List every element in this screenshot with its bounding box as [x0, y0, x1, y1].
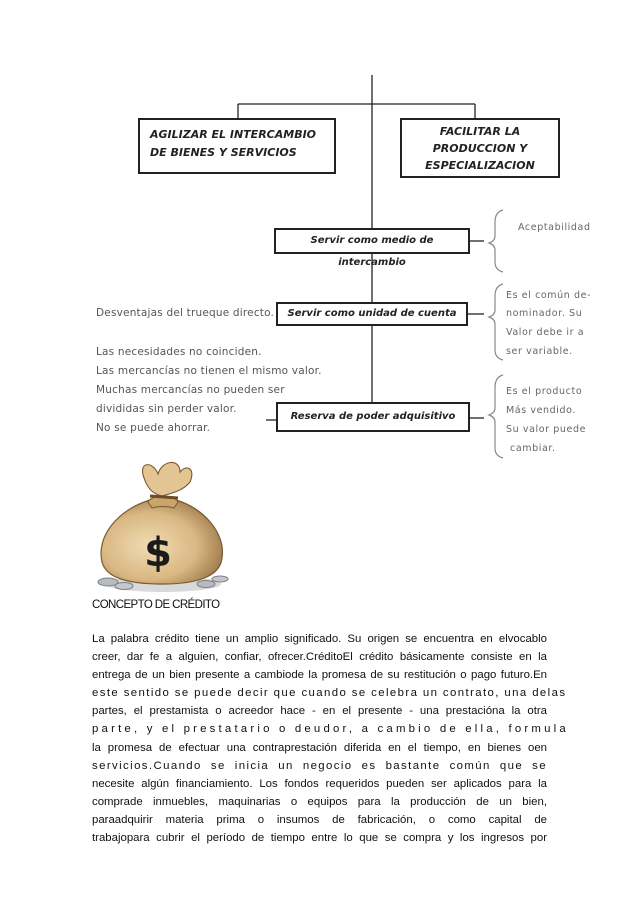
right-note: Su valor puede [506, 424, 587, 435]
section-body [92, 630, 569, 847]
right-note: Más vendido. [506, 405, 577, 416]
left-notes-item: Las mercancías no tienen el mismo valor. [96, 365, 322, 377]
right-note: Es el común de- [506, 290, 592, 301]
coin-icon [197, 581, 215, 588]
right-note: Es el producto [506, 386, 583, 397]
top-right-box-line-1: FACILITAR LA [439, 125, 521, 138]
body-line: trabajopara cubrir el período de tiempo entre lo que se compra y los ingresos por [92, 832, 547, 845]
left-notes-item: divididas sin perder valor. [96, 403, 237, 415]
right-note: Aceptabilidad [518, 222, 591, 233]
function-box-account [276, 302, 468, 326]
body-line: parte, y el prestatario o deudor, a cambio de ella, formula [92, 723, 569, 736]
dollar-sign-icon: $ [144, 530, 172, 576]
body-line: paraadquirir materia prima o insumos de fabricación, o como capital de [92, 813, 547, 826]
function-box-exchange-label: Servir como medio de intercambio [310, 235, 434, 268]
function-box-account-label: Servir como unidad de cuenta [287, 308, 457, 319]
body-line: La palabra crédito tiene un amplio significado. Su origen se encuentra en elvocablo [92, 633, 547, 645]
function-box-exchange [274, 228, 470, 268]
right-note: Valor debe ir a [506, 327, 585, 338]
money-bag-image [88, 458, 238, 596]
function-box-store [276, 402, 470, 432]
right-note: nominador. Su [506, 308, 583, 319]
left-notes-item: Muchas mercancías no pueden ser [96, 384, 285, 396]
section-heading: CONCEPTO DE CRÉDITO [92, 599, 220, 611]
body-line: necesite algún financiamiento. Los fondos requeridos pueden ser aplicados para la [92, 777, 547, 790]
top-right-box [400, 118, 560, 178]
left-notes-item: Las necesidades no coinciden. [96, 346, 262, 358]
body-line: servicios.Cuando se inicia un negocio es bastante común que se [92, 759, 547, 772]
top-left-box-line-2: DE BIENES Y SERVICIOS [150, 146, 297, 159]
coin-icon [212, 576, 228, 582]
right-note: ser variable. [506, 346, 573, 357]
body-line: entrega de un bien presente a cambiode la promesa de su restitución o pago futuro.En [92, 669, 547, 682]
top-left-box [138, 118, 336, 174]
body-line: la promesa de efectuar una contraprestación diferida en el tiempo, en bienes oen [92, 741, 547, 754]
body-line: comprade inmuebles, maquinarias o equipos para la producción de un bien, [92, 795, 547, 808]
right-note: cambiar. [510, 443, 556, 454]
body-line: partes, el prestamista o acreedor hace - en el presente - una prestacióna la otra [92, 705, 547, 718]
coin-icon [115, 583, 133, 590]
body-line: este sentido se puede decir que cuando se celebra un contrato, una delas [92, 687, 567, 700]
left-notes-title: Desventajas del trueque directo. [96, 307, 275, 319]
top-right-box-line-3: ESPECIALIZACION [425, 159, 535, 172]
top-right-box-line-2: PRODUCCION Y [432, 142, 528, 155]
body-line: creer, dar fe a alguien, confiar, ofrecer.CréditoEl crédito básicamente consiste en la [92, 651, 547, 664]
function-box-store-label: Reserva de poder adquisitivo [290, 411, 456, 422]
braces [489, 210, 503, 458]
top-left-box-line-1: AGILIZAR EL INTERCAMBIO [150, 128, 317, 141]
left-notes-item: No se puede ahorrar. [96, 422, 211, 434]
